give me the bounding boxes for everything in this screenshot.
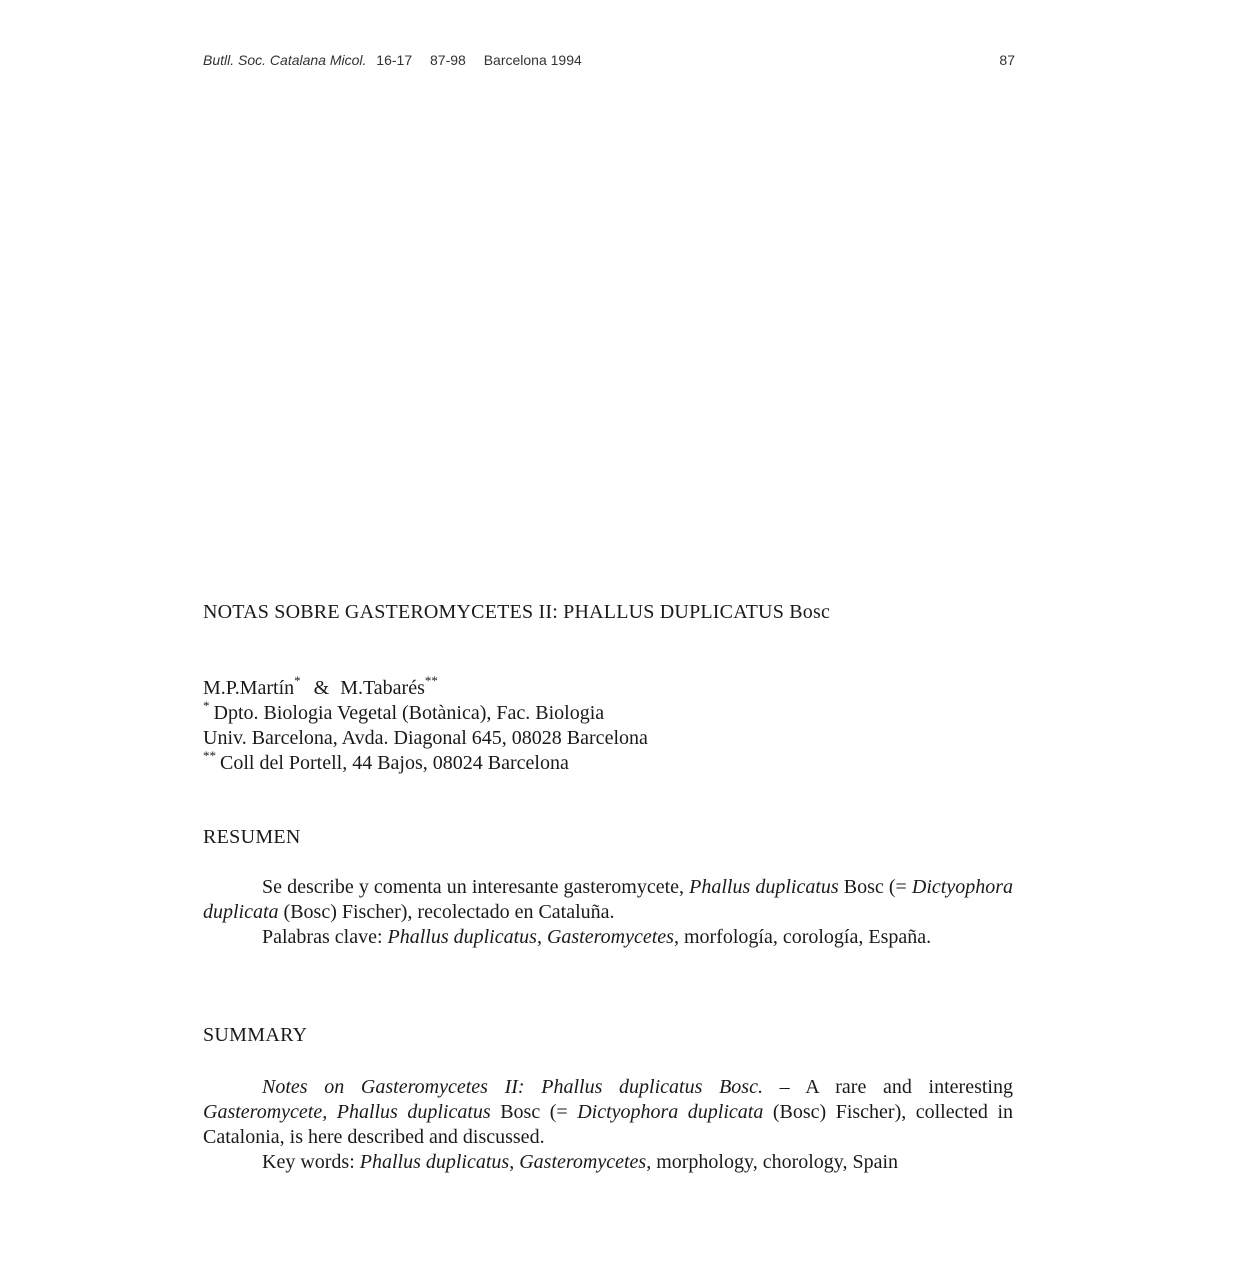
author-separator: &	[313, 677, 330, 699]
species-name: Phallus duplicatus	[689, 876, 839, 898]
keyword-separator: ,	[536, 926, 542, 948]
resumen-body	[203, 875, 1013, 950]
summary-body	[203, 1075, 1013, 1175]
affiliation-mark-2: **	[203, 748, 216, 763]
author-mark-2: **	[424, 673, 438, 688]
resumen-text: Bosc (=	[843, 876, 907, 898]
synonym-name: Dictyophora duplicata	[577, 1101, 764, 1123]
summary-keywords	[203, 1150, 1013, 1175]
summary-text: – A rare and interesting	[779, 1076, 1013, 1098]
keyword-class: Gasteromycetes	[546, 926, 674, 948]
journal-volume: 16-17	[376, 52, 413, 68]
summary-heading: SUMMARY	[203, 1024, 308, 1046]
keyword-rest: , morfología, corología, España.	[673, 926, 932, 948]
author-tabares: M.Tabarés	[340, 677, 425, 699]
running-header	[203, 52, 1015, 72]
affiliation-1-text-a: Dpto. Biologia Vegetal (Botànica), Fac. Biologia	[213, 702, 605, 724]
place-year: Barcelona 1994	[483, 52, 582, 68]
keyword-species: Phallus duplicatus	[359, 1151, 510, 1173]
affiliation-1-line-2: Univ. Barcelona, Avda. Diagonal 645, 08028 Barcelona	[203, 727, 648, 749]
summary-text: Bosc (=	[500, 1101, 568, 1123]
affiliation-mark-1: *	[203, 698, 210, 713]
page-range: 87-98	[430, 52, 466, 68]
affiliation-1-line-1	[203, 698, 648, 726]
summary-paragraph	[203, 1075, 1013, 1150]
summary-title: Notes on Gasteromycetes II: Phallus duplicatus Bosc.	[262, 1076, 763, 1098]
summary-text: (Bosc) Fischer), collected in Catalonia, is here described and discussed.	[203, 1101, 1013, 1148]
species-name: Gasteromycete, Phallus duplicatus	[203, 1101, 491, 1123]
resumen-text: (Bosc) Fischer), recolectado en Cataluña.	[283, 901, 615, 923]
resumen-keywords	[203, 925, 1013, 950]
resumen-heading: RESUMEN	[203, 826, 301, 848]
keyword-separator: ,	[509, 1151, 515, 1173]
affiliation-2-line	[203, 748, 648, 776]
keywords-label: Key words:	[262, 1151, 355, 1173]
keyword-rest: , morphology, chorology, Spain	[646, 1151, 899, 1173]
author-block	[203, 673, 648, 776]
keyword-class: Gasteromycetes	[519, 1151, 647, 1173]
journal-name: Butll. Soc. Catalana Micol.	[203, 52, 367, 68]
article-title: NOTAS SOBRE GASTEROMYCETES II: PHALLUS DUPLICATUS Bosc	[203, 601, 831, 623]
author-mark-1: *	[294, 673, 301, 688]
keywords-label: Palabras clave:	[262, 926, 383, 948]
page-number: 87	[999, 52, 1015, 68]
author-martin: M.P.Martín	[203, 677, 295, 699]
resumen-text: Se describe y comenta un interesante gasteromycete,	[262, 876, 685, 898]
author-line	[203, 673, 648, 701]
synonym-name: Dictyophora duplicata	[203, 876, 1013, 923]
affiliation-2-text: Coll del Portell, 44 Bajos, 08024 Barcelona	[220, 752, 569, 774]
keyword-species: Phallus duplicatus	[387, 926, 537, 948]
resumen-paragraph	[203, 875, 1013, 925]
